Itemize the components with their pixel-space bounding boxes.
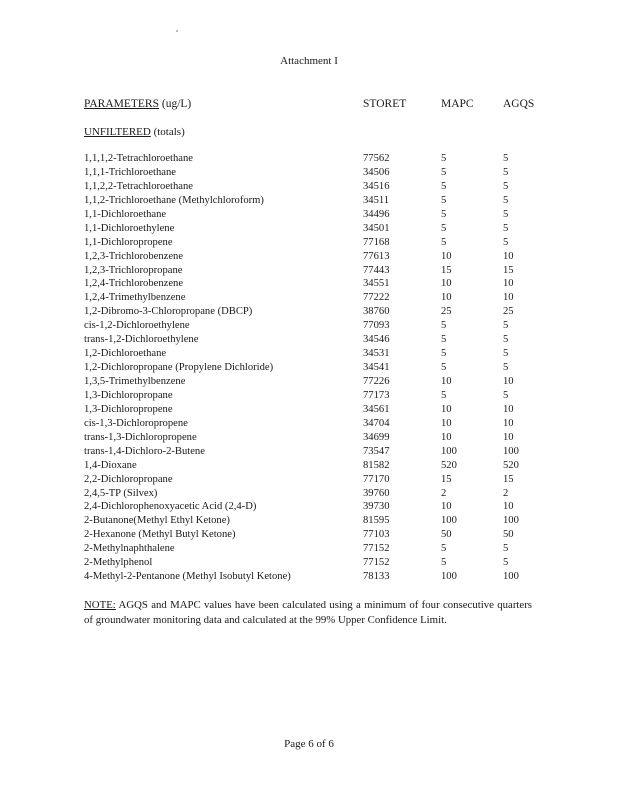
storet-code: 77152: [363, 543, 390, 555]
agqs-value: 10: [503, 250, 514, 262]
parameter-name: 1,1,2-Trichloroethane (Methylchloroform): [84, 194, 264, 206]
mapc-value: 5: [441, 153, 447, 164]
parameter-name: trans-1,2-Dichloroethylene: [84, 334, 199, 346]
mapc-value: 5: [441, 362, 447, 374]
mapc-value: 15: [441, 473, 452, 485]
mapc-value: 5: [441, 557, 447, 569]
agqs-value: 50: [503, 529, 514, 541]
agqs-value: 5: [503, 180, 509, 192]
agqs-value: 10: [503, 431, 514, 443]
storet-code: 77170: [363, 473, 390, 485]
table-row: [84, 487, 564, 501]
header-units: (ug/L): [161, 98, 192, 110]
table-row: [84, 500, 564, 514]
table-row: [84, 319, 564, 333]
table-row: [84, 236, 564, 250]
storet-code: 81582: [363, 459, 390, 471]
agqs-value: 15: [503, 264, 514, 276]
storet-code: 39730: [363, 501, 390, 513]
parameter-name: 2-Methylphenol: [84, 557, 153, 569]
storet-code: 77168: [363, 236, 390, 248]
storet-code: 77222: [363, 292, 390, 304]
agqs-value: 10: [503, 417, 514, 429]
agqs-value: 10: [503, 403, 514, 415]
parameter-table: [84, 152, 564, 584]
mapc-value: 100: [441, 445, 457, 457]
agqs-value: 5: [503, 194, 509, 206]
storet-code: 77173: [363, 389, 390, 401]
table-row: [84, 277, 564, 291]
table-row: [84, 291, 564, 305]
table-row: [84, 208, 564, 222]
parameter-name: 1,1,2,2-Tetrachloroethane: [84, 180, 193, 192]
mapc-value: 5: [441, 166, 447, 178]
mapc-value: 5: [441, 236, 447, 248]
mapc-value: 5: [441, 180, 447, 192]
table-row: [84, 459, 564, 473]
storet-code: 77562: [363, 153, 390, 164]
agqs-value: 5: [503, 362, 509, 374]
agqs-value: 5: [503, 389, 509, 401]
mapc-value: 2: [441, 487, 447, 499]
mapc-value: 15: [441, 264, 452, 276]
table-row: [84, 264, 564, 278]
parameter-name: 4-Methyl-2-Pentanone (Methyl Isobutyl Ketone): [84, 571, 291, 583]
table-row: [84, 152, 564, 166]
storet-code: 77443: [363, 264, 390, 276]
mapc-value: 10: [441, 376, 452, 387]
parameter-name: cis-1,2-Dichloroethylene: [84, 320, 190, 332]
agqs-value: 5: [503, 208, 509, 220]
table-row: [84, 403, 564, 417]
parameter-name: 2,2-Dichloropropane: [84, 473, 173, 485]
scan-speck: [176, 30, 178, 32]
table-row: [84, 166, 564, 180]
header-parameters: [84, 98, 191, 110]
agqs-value: 5: [503, 320, 509, 332]
mapc-value: 5: [441, 320, 447, 332]
agqs-value: 10: [503, 278, 514, 290]
section-label: UNFILTERED: [84, 126, 151, 138]
mapc-value: 100: [441, 571, 457, 583]
header-storet: STORET: [363, 98, 407, 110]
table-row: [84, 570, 564, 584]
mapc-value: 25: [441, 306, 452, 318]
storet-code: 77103: [363, 529, 390, 541]
parameter-name: 1,1,1-Trichloroethane: [84, 166, 176, 178]
storet-code: 34516: [363, 180, 390, 192]
storet-code: 39760: [363, 487, 390, 499]
header-parameters-label: PARAMETERS: [84, 98, 159, 110]
agqs-value: 10: [503, 292, 514, 304]
parameter-name: 1,3-Dichloropropene: [84, 403, 173, 415]
agqs-value: 5: [503, 557, 509, 569]
table-row: [84, 514, 564, 528]
mapc-value: 50: [441, 529, 452, 541]
agqs-value: 15: [503, 473, 514, 485]
agqs-value: 5: [503, 543, 509, 555]
storet-code: 34551: [363, 278, 390, 290]
table-row: [84, 180, 564, 194]
table-row: [84, 333, 564, 347]
parameter-name: 2,4-Dichlorophenoxyacetic Acid (2,4-D): [84, 501, 257, 513]
table-row: [84, 556, 564, 570]
agqs-value: 100: [503, 445, 519, 457]
table-row: [84, 361, 564, 375]
note-paragraph: [84, 598, 532, 628]
mapc-value: 10: [441, 501, 452, 513]
storet-code: 34546: [363, 334, 390, 346]
note-label: NOTE:: [84, 599, 116, 611]
storet-code: 34501: [363, 222, 390, 234]
parameter-name: 2,4,5-TP (Silvex): [84, 487, 158, 499]
mapc-value: 10: [441, 292, 452, 304]
storet-code: 78133: [363, 571, 390, 583]
storet-code: 34511: [363, 194, 390, 206]
parameter-name: trans-1,3-Dichloropropene: [84, 431, 197, 443]
attachment-title: Attachment I: [280, 55, 338, 67]
parameter-name: 1,4-Dioxane: [84, 459, 137, 471]
storet-code: 77613: [363, 250, 390, 262]
mapc-value: 10: [441, 278, 452, 290]
parameter-name: trans-1,4-Dichloro-2-Butene: [84, 445, 205, 457]
agqs-value: 520: [503, 459, 519, 471]
agqs-value: 25: [503, 306, 514, 318]
mapc-value: 10: [441, 431, 452, 443]
mapc-value: 10: [441, 250, 452, 262]
mapc-value: 5: [441, 208, 447, 220]
parameter-name: cis-1,3-Dichloropropene: [84, 417, 188, 429]
mapc-value: 5: [441, 334, 447, 346]
section-qualifier: (totals): [153, 126, 185, 138]
storet-code: 34541: [363, 362, 390, 374]
mapc-value: 100: [441, 515, 457, 527]
table-row: [84, 473, 564, 487]
parameter-name: 1,1-Dichloroethane: [84, 208, 167, 220]
mapc-value: 5: [441, 543, 447, 555]
agqs-value: 10: [503, 501, 514, 513]
parameter-name: 1,2,3-Trichloropropane: [84, 264, 183, 276]
agqs-value: 5: [503, 236, 509, 248]
page-footer: Page 6 of 6: [284, 738, 334, 750]
storet-code: 73547: [363, 445, 390, 457]
table-row: [84, 542, 564, 556]
mapc-value: 10: [441, 403, 452, 415]
storet-code: 77093: [363, 320, 390, 332]
table-row: [84, 347, 564, 361]
storet-code: 81595: [363, 515, 390, 527]
parameter-name: 1,2,4-Trimethylbenzene: [84, 292, 186, 304]
table-row: [84, 445, 564, 459]
agqs-value: 5: [503, 334, 509, 346]
agqs-value: 100: [503, 515, 519, 527]
agqs-value: 10: [503, 376, 514, 387]
parameter-name: 1,2,3-Trichlorobenzene: [84, 250, 184, 262]
table-row: [84, 305, 564, 319]
storet-code: 34531: [363, 348, 390, 360]
parameter-name: 1,1-Dichloropropene: [84, 236, 173, 248]
parameter-name: 1,2-Dichloropropane (Propylene Dichloride): [84, 362, 274, 374]
table-row: [84, 222, 564, 236]
table-row: [84, 375, 564, 389]
agqs-value: 2: [503, 487, 509, 499]
agqs-value: 5: [503, 153, 509, 164]
parameter-name: 1,3-Dichloropropane: [84, 389, 173, 401]
section-heading: [84, 126, 185, 138]
parameter-name: 1,2-Dibromo-3-Chloropropane (DBCP): [84, 306, 253, 318]
mapc-value: 5: [441, 389, 447, 401]
mapc-value: 5: [441, 194, 447, 206]
parameter-name: 1,1-Dichloroethylene: [84, 222, 175, 234]
table-row: [84, 528, 564, 542]
agqs-value: 5: [503, 166, 509, 178]
mapc-value: 10: [441, 417, 452, 429]
mapc-value: 5: [441, 222, 447, 234]
note-text: AGQS and MAPC values have been calculated using a minimum of four consecutive quarters of groundwater monitoring data and calculated at the 99% Upper Confidence Limit.: [84, 599, 533, 626]
table-row: [84, 389, 564, 403]
storet-code: 34699: [363, 431, 390, 443]
parameter-name: 1,3,5-Trimethylbenzene: [84, 376, 186, 387]
parameter-name: 2-Butanone(Methyl Ethyl Ketone): [84, 515, 230, 527]
storet-code: 34704: [363, 417, 390, 429]
storet-code: 34496: [363, 208, 390, 220]
parameter-name: 1,2-Dichloroethane: [84, 348, 167, 360]
storet-code: 34506: [363, 166, 390, 178]
table-row: [84, 431, 564, 445]
table-row: [84, 250, 564, 264]
storet-code: 38760: [363, 306, 390, 318]
mapc-value: 520: [441, 459, 457, 471]
parameter-name: 2-Methylnaphthalene: [84, 543, 175, 555]
parameter-name: 1,2,4-Trichlorobenzene: [84, 278, 184, 290]
storet-code: 34561: [363, 403, 390, 415]
header-mapc: MAPC: [441, 98, 474, 110]
mapc-value: 5: [441, 348, 447, 360]
agqs-value: 5: [503, 222, 509, 234]
parameter-name: 1,1,1,2-Tetrachloroethane: [84, 153, 193, 164]
table-row: [84, 417, 564, 431]
table-row: [84, 194, 564, 208]
header-agqs: AGQS: [503, 98, 535, 110]
storet-code: 77226: [363, 376, 390, 387]
storet-code: 77152: [363, 557, 390, 569]
parameter-name: 2-Hexanone (Methyl Butyl Ketone): [84, 529, 236, 541]
agqs-value: 5: [503, 348, 509, 360]
agqs-value: 100: [503, 571, 519, 583]
